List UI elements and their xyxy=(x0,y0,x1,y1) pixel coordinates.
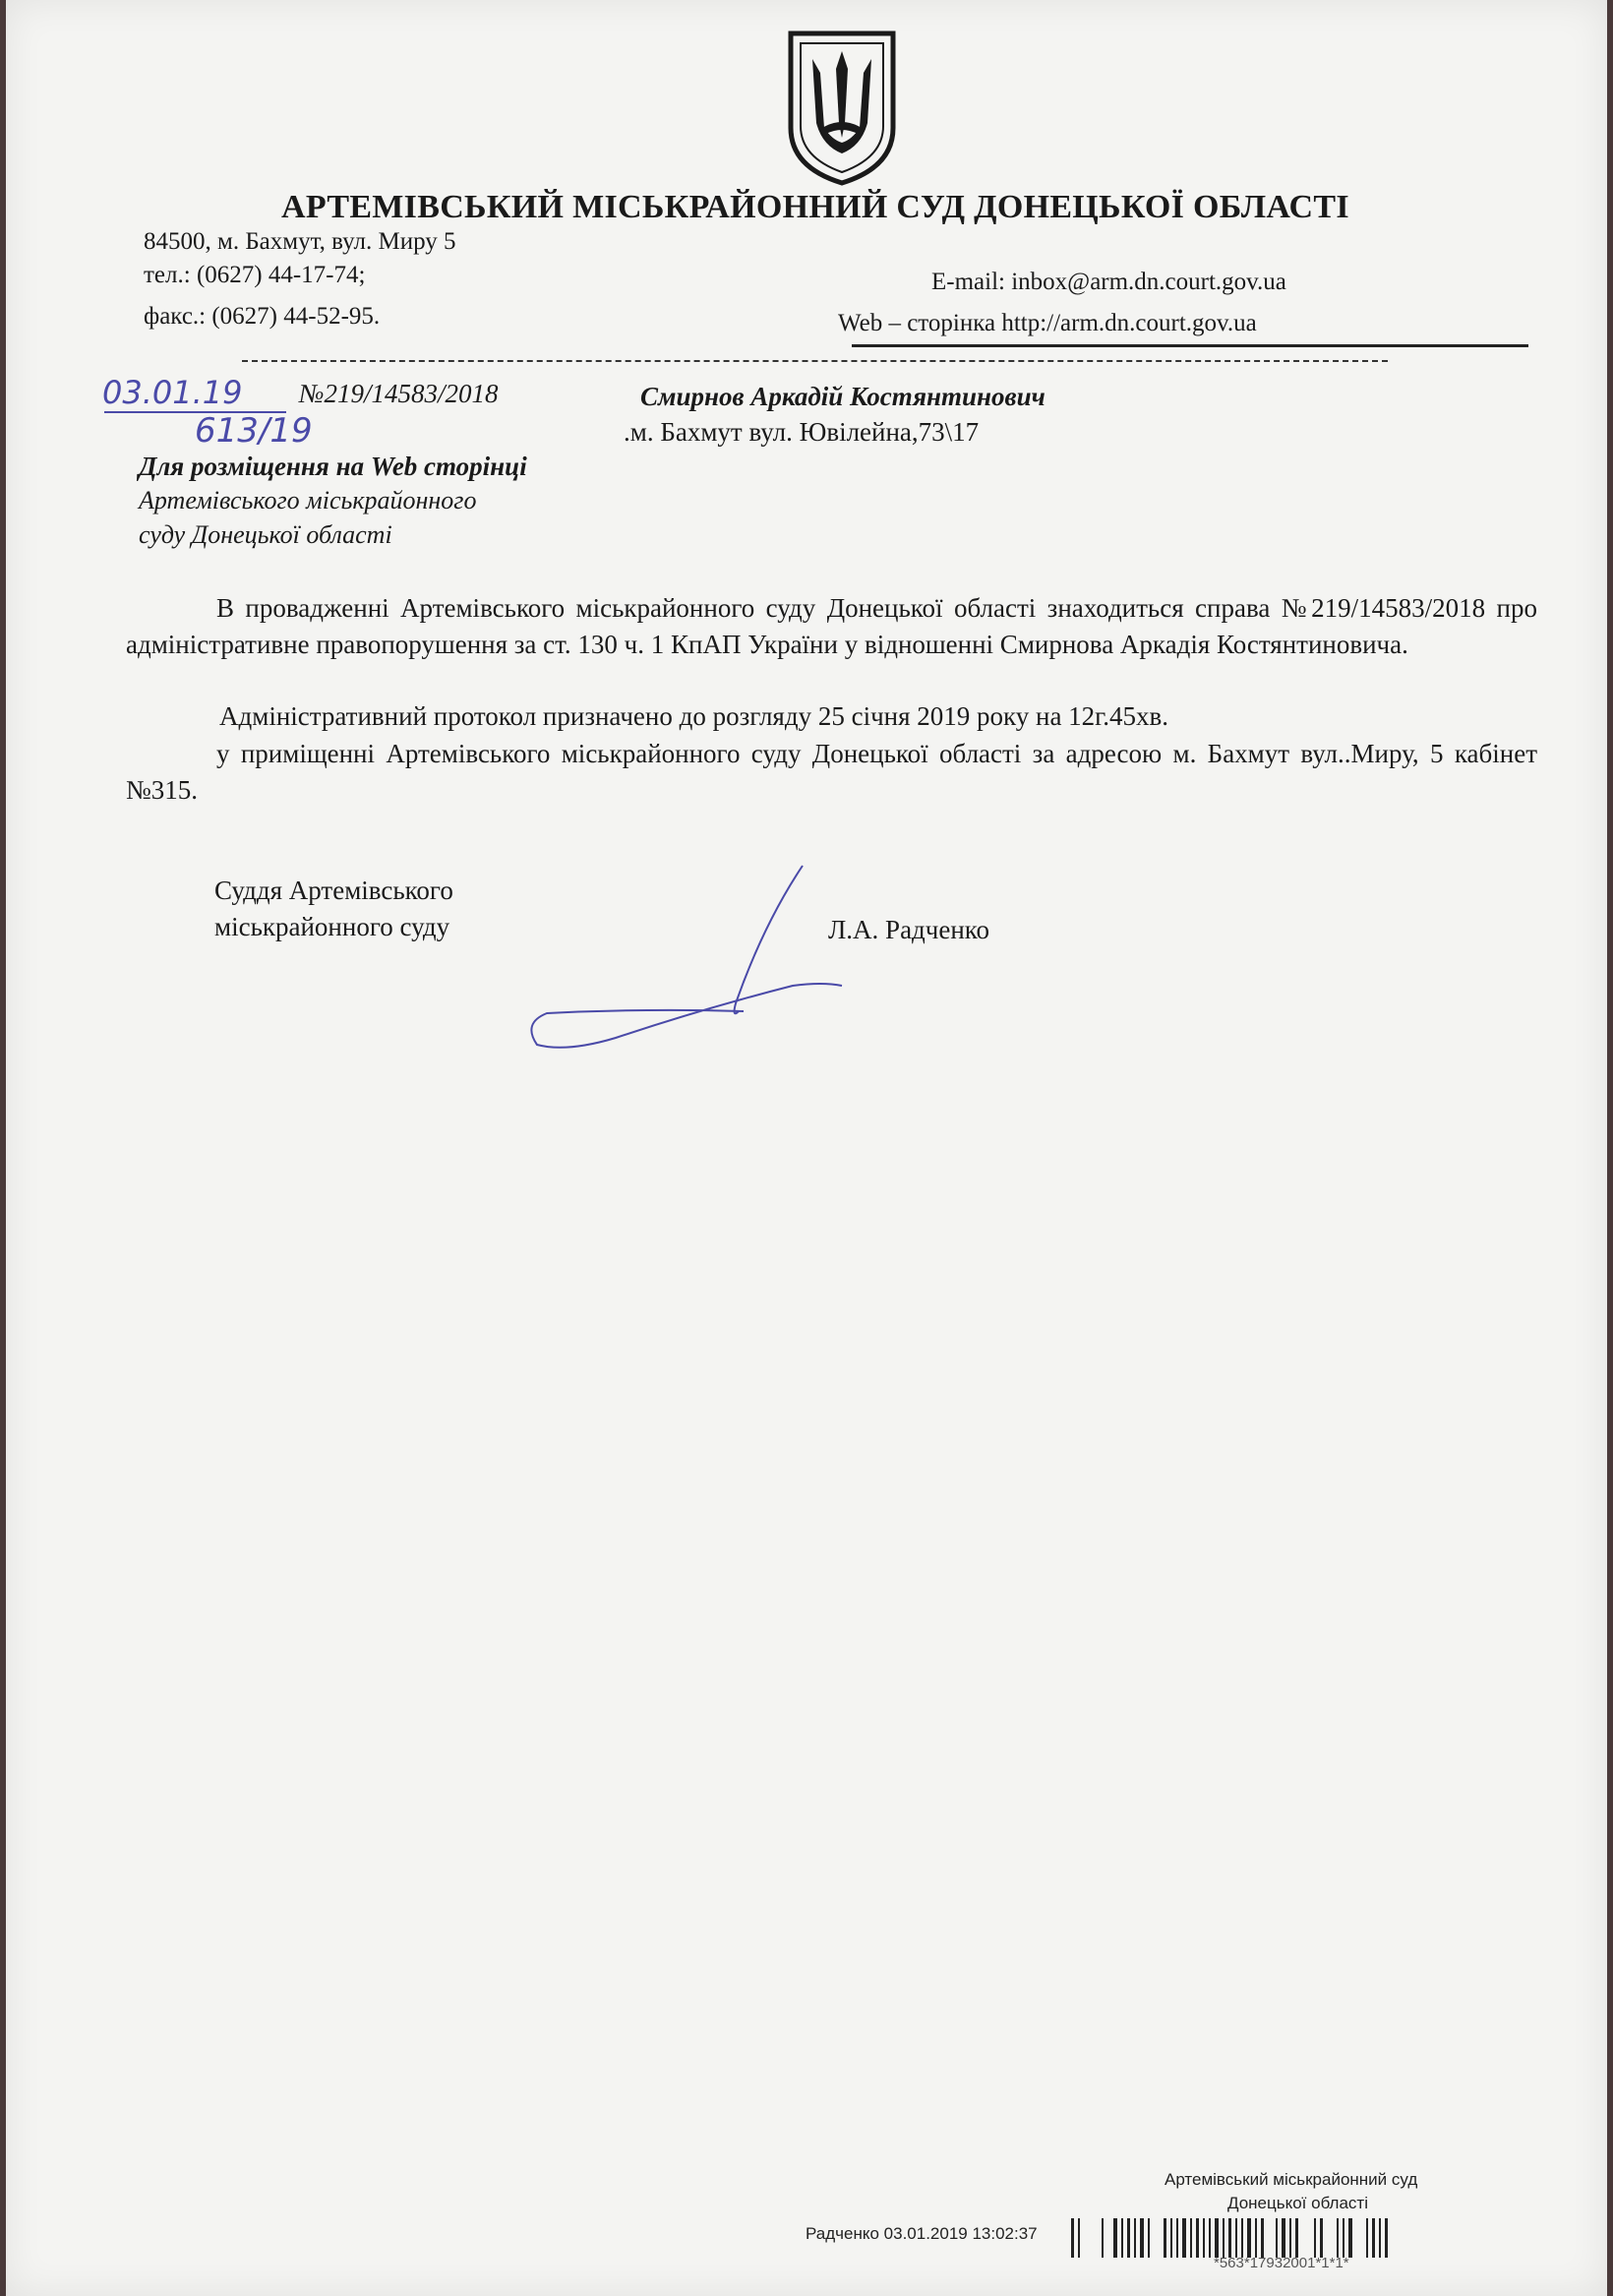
body-paragraph: у приміщенні Артемівського міськрайонного суду Донецької області за адресою м. Бахмут вул..Миру, 5 кабінет №315. xyxy=(126,739,1537,805)
case-number: №219/14583/2018 xyxy=(299,379,499,408)
handwritten-outgoing-number: 613/19 xyxy=(195,411,313,451)
body-paragraph: В провадженні Артемівського міськрайонного суду Донецької області знаходиться справа №219/14583/2018 про адміністративне правопорушення за ст. 130 ч. 1 КпАП України у відношенні Смирнова Аркадія Костянтиновича. xyxy=(126,593,1537,659)
court-website: Web – сторінка http://arm.dn.court.gov.ua xyxy=(838,310,1257,336)
recipient-address: .м. Бахмут вул. Ювілейна,73\17 xyxy=(624,417,980,447)
handwritten-date: 03.01.19 xyxy=(102,374,243,411)
court-fax: факс.: (0627) 44-52-95. xyxy=(144,303,381,330)
court-name: АРТЕМІВСЬКИЙ МІСЬКРАЙОННИЙ СУД ДОНЕЦЬКОЇ ОБЛАСТІ xyxy=(281,189,1349,225)
placement-note-line: суду Донецької області xyxy=(139,520,392,549)
coat-of-arms-icon xyxy=(783,30,901,187)
header-divider xyxy=(242,360,1388,362)
handwritten-signature xyxy=(527,856,862,1053)
court-phone: тел.: (0627) 44-17-74; xyxy=(144,262,366,288)
barcode xyxy=(1071,2218,1388,2258)
barcode-text: *563*17932001*1*1* xyxy=(1214,2255,1349,2271)
recipient-name: Смирнов Аркадій Костянтинович xyxy=(640,382,1045,411)
judge-title: Суддя Артемівського xyxy=(214,876,453,905)
court-email: E-mail: inbox@arm.dn.court.gov.ua xyxy=(931,269,1286,295)
body-paragraph: Адміністративний протокол призначено до розгляду 25 січня 2019 року на 12г.45хв. xyxy=(219,701,1168,731)
stamp-author-timestamp: Радченко 03.01.2019 13:02:37 xyxy=(806,2224,1038,2243)
judge-title: міськрайонного суду xyxy=(214,912,450,941)
placement-note-line: Артемівського міськрайонного xyxy=(139,486,477,514)
document-page xyxy=(6,0,1607,2296)
court-address: 84500, м. Бахмут, вул. Миру 5 xyxy=(144,228,456,255)
header-rule xyxy=(852,344,1528,347)
stamp-court-line: Артемівський міськрайонний суд xyxy=(1165,2170,1418,2189)
stamp-region-line: Донецької області xyxy=(1227,2194,1368,2212)
placement-note-heading: Для розміщення на Web сторінці xyxy=(139,452,527,481)
judge-name: Л.А. Радченко xyxy=(828,915,990,944)
